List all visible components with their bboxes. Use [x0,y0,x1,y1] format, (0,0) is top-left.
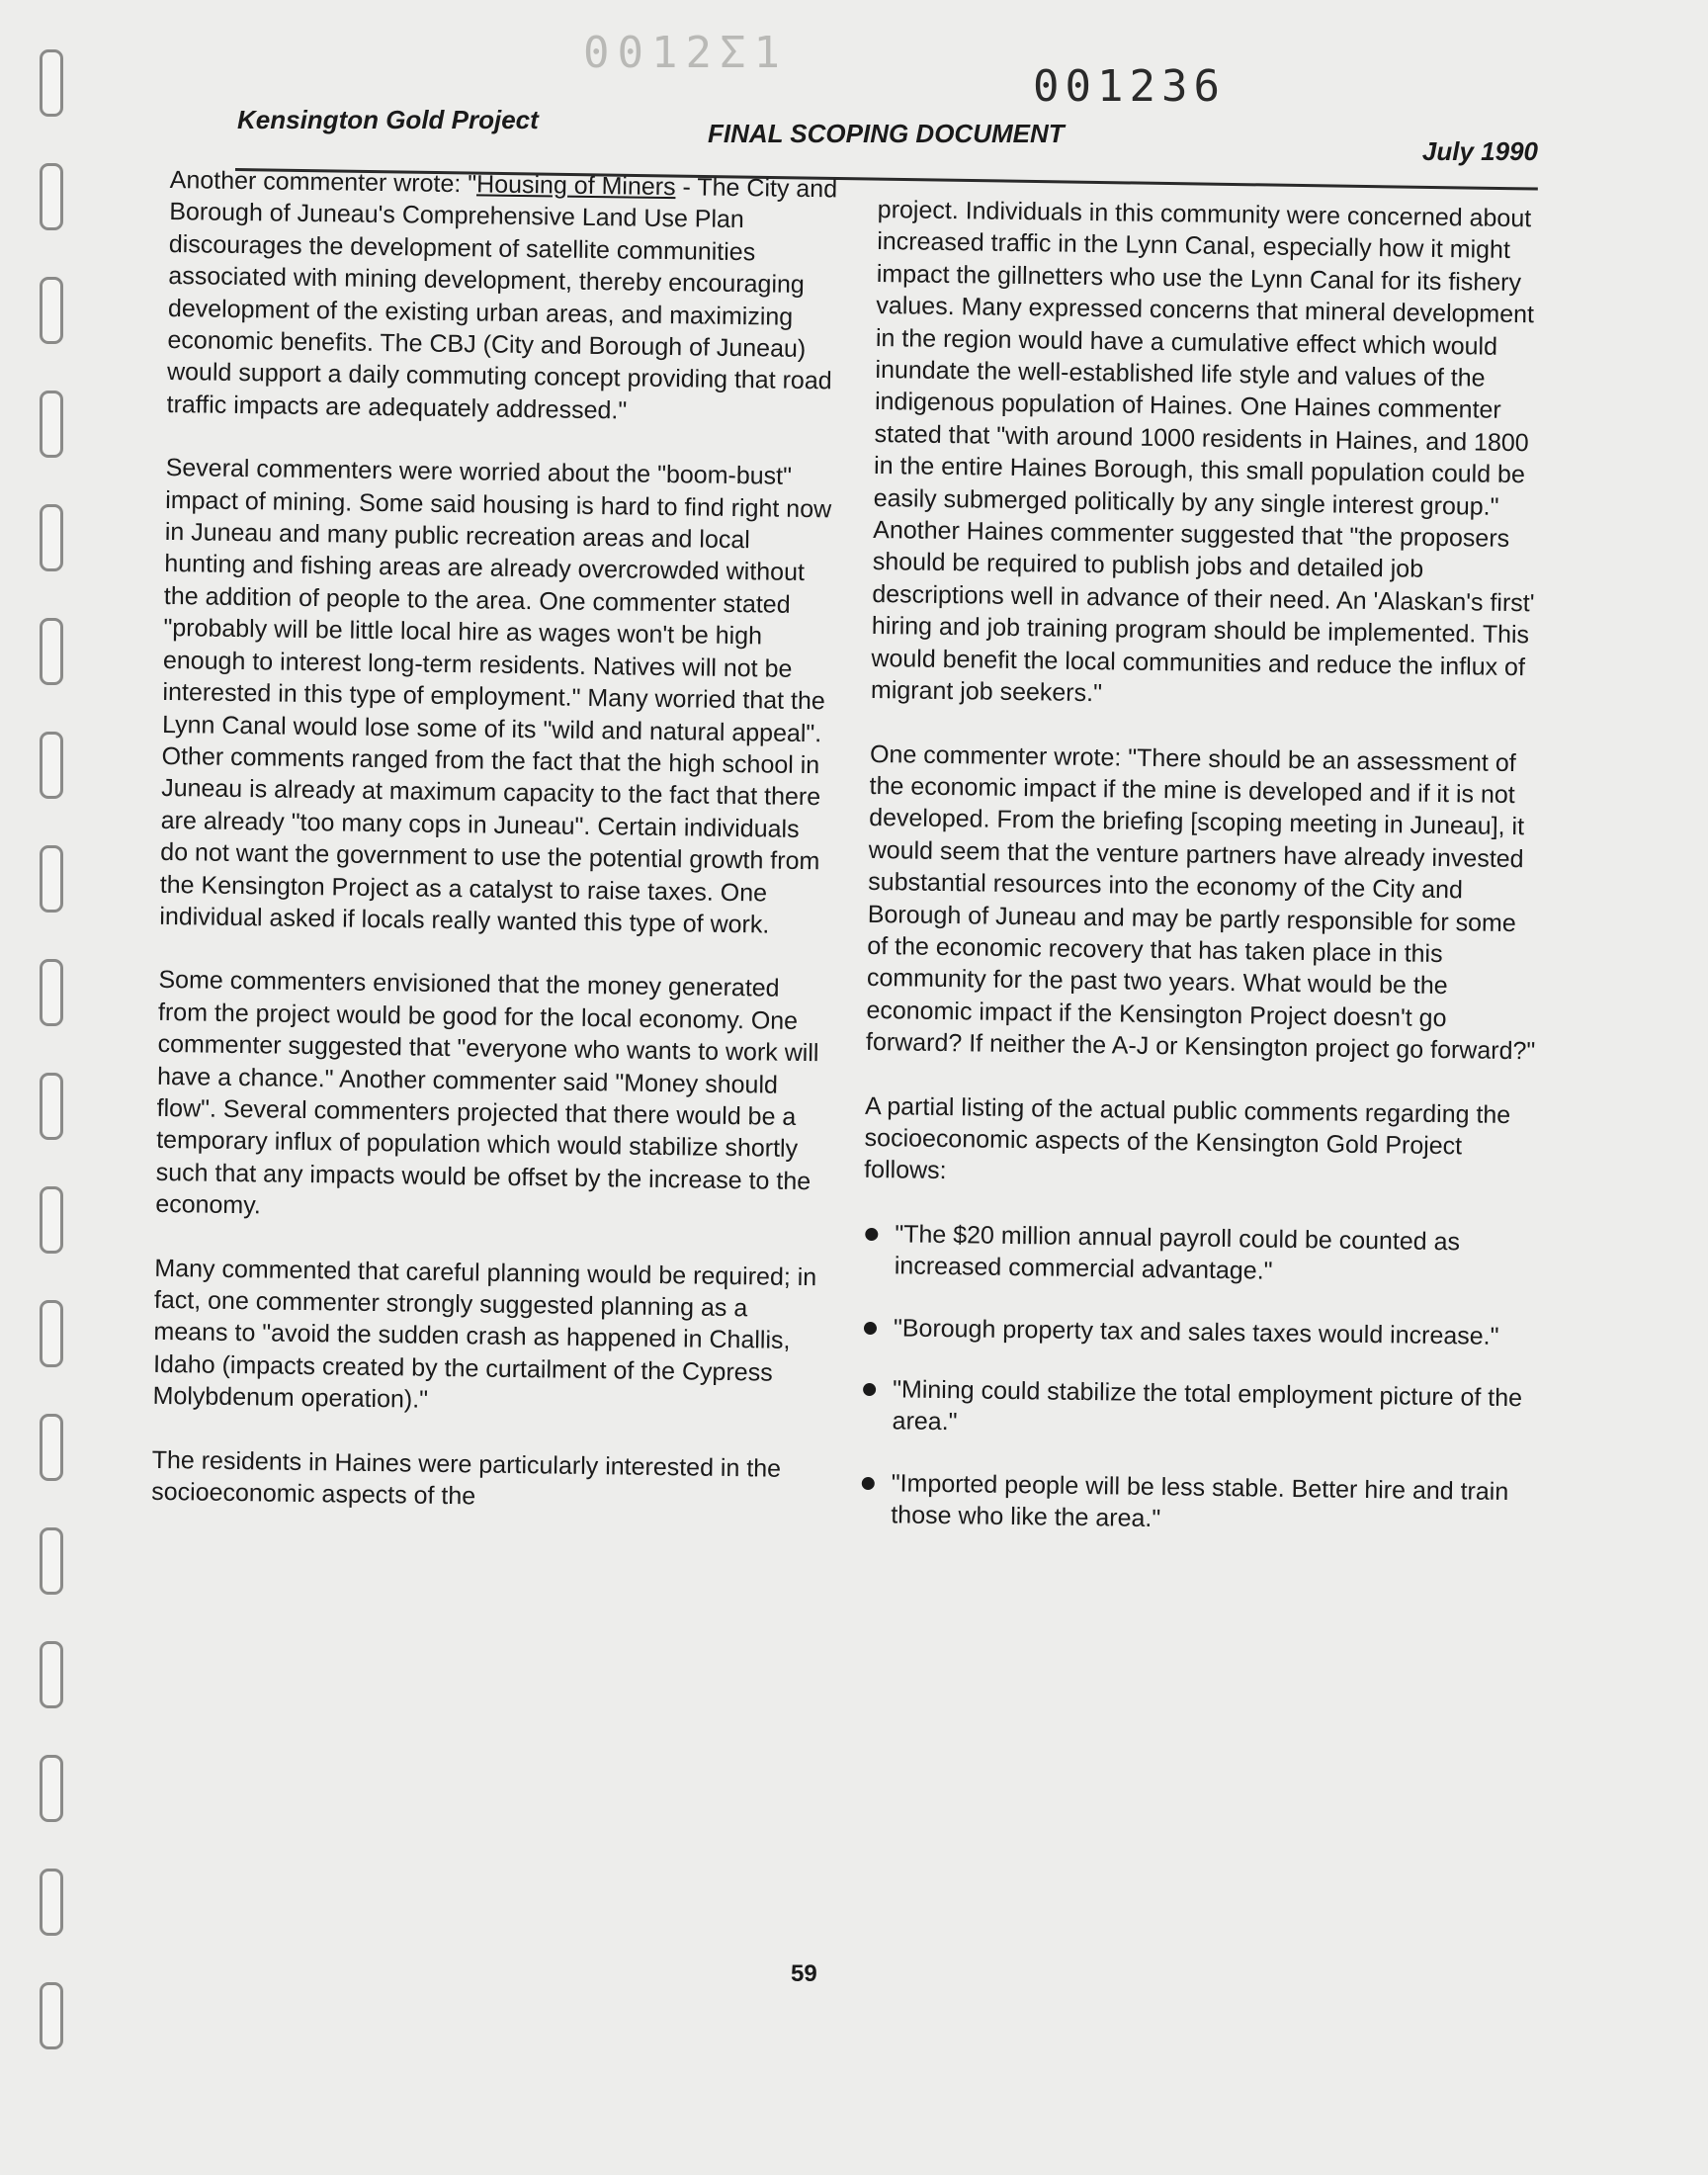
binder-hole [40,1186,63,1254]
list-item-text: "Mining could stabilize the total employment picture of the area." [892,1375,1523,1436]
paragraph [166,164,842,430]
bates-stamp: 001236 [1033,61,1226,112]
paragraph: The residents in Haines were particularly interested in the socioeconomic aspects of the [151,1445,782,1511]
list-item [859,1467,1532,1540]
list-item [860,1373,1533,1446]
binder-hole [40,163,63,230]
binder-hole [40,1755,63,1822]
list-item-text: "The $20 million annual payroll could be counted as increased commercial advantage." [894,1220,1461,1285]
paragraph: One commenter wrote: "There should be an assessment of the economic impact if the mine is developed and if it is not developed. From the briefing [scoping meeting in Juneau], it would seem that the venture partners have already invested substantial resources into the economy of the City and Borough of Juneau and may be partly responsible for some of the economic recovery that has taken place in this community for the past two years. What would be the economic impact if the Kensington Project doesn't go forward? If neither the A-J or Kensington project go forward?" [865,740,1536,1066]
binder-hole [40,1414,63,1481]
header-title: FINAL SCOPING DOCUMENT [708,119,1065,148]
binder-hole [40,1641,63,1708]
binder-hole [40,618,63,685]
comment-list [859,1218,1535,1540]
paragraph: Several commenters were worried about the "boom-bust" impact of mining. Some said housing is hard to find right now in Juneau and many public recreation areas and local hunting and fishing areas are already overcrowded without the addition of people to the area. One commenter stated "probably will be little local hire as wages won't be high enough to interest long-term residents. Natives will not be interested in this type of employment." Many worried that the Lynn Canal would lose some of its "wild and natural appeal". Other comments ranged from the fact that the high school in Juneau is already at maximum capacity to the fact that there are already "too many cops in Juneau". Certain individuals do not want the government to use the potential growth from the Kensington Project as a catalyst to raise taxes. One individual asked if locals really wanted this type of work. [159,454,832,939]
bullet-icon [863,1383,876,1396]
binder-hole [40,1073,63,1140]
bates-stamp-ghost: 0012Ʃ1 [583,28,788,78]
binder-hole [40,504,63,571]
paragraph: A partial listing of the actual public comments regarding the socioeconomic aspects of the Kensington Gold Project follows: [864,1091,1511,1185]
paragraph: Many commented that careful planning would be required; in fact, one commenter strongly suggested planning as a means to "avoid the sudden crash as happened in Challis, Idaho (impacts created by the curtailment of the Cypress Molybdenum operation)." [152,1254,817,1414]
binder-hole [40,732,63,799]
paragraph: project. Individuals in this community were concerned about increased traffic in the Lynn Canal, especially how it might impact the gillnetters who use the Lynn Canal for its fishery values. Many expressed concerns that mineral development in the region would have a cumulative effect which would inundate the well-established life style and values of the indigenous population of Haines. One Haines commenter stated that "with around 1000 residents in Haines, and 1800 in the entire Haines Borough, this small population could be easily submerged politically by any single interest group." Another Haines commenter suggested that "the proposers should be required to publish jobs and detailed job descriptions well in advance of their need. An 'Alaskan's first' hiring and job training program should be implemented. This would benefit the local communities and reduce the influx of migrant job seekers." [870,195,1535,708]
binder-hole [40,1982,63,2049]
list-item [862,1311,1534,1352]
list-item-text: "Borough property tax and sales taxes would increase." [893,1313,1499,1350]
bullet-icon [864,1322,877,1335]
binder-hole [40,1527,63,1595]
list-item [863,1218,1536,1291]
left-column [151,164,842,1549]
binder-hole [40,391,63,458]
page-number: 59 [791,1960,817,1987]
paragraph-text: - The City and Borough of Juneau's Comprehensive Land Use Plan discourages the development of satellite communities associated with mining development, thereby encouraging development of the existing urban areas, and maximizing economic benefits. The CBJ (City and Borough of Juneau) would support a daily commuting concept providing that road traffic impacts are adequately addressed." [166,173,838,425]
paragraph: Some commenters envisioned that the money generated from the project would be good for the local economy. One commenter suggested that "everyone who wants to work will have a chance." Another commenter said "Money should flow". Several commenters projected that there would be a temporary influx of population which would stabilize shortly such that any impacts would be offset by the increase to the economy. [155,966,819,1220]
running-header [237,99,1538,178]
binder-holes [30,40,69,2116]
paragraph-text: Another commenter wrote: " [169,165,477,199]
list-item-text: "Imported people will be less stable. Better hire and train those who like the area." [891,1469,1509,1533]
bullet-icon [865,1228,878,1241]
header-project: Kensington Gold Project [237,105,539,134]
binder-hole [40,845,63,913]
binder-hole [40,1300,63,1367]
binder-hole [40,959,63,1026]
binder-hole [40,277,63,344]
binder-hole [40,1869,63,1936]
binder-hole [40,49,63,117]
bullet-icon [862,1477,875,1490]
header-date: July 1990 [1421,136,1538,166]
underlined-heading: Housing of Miners [475,170,676,202]
right-column [859,194,1550,1570]
